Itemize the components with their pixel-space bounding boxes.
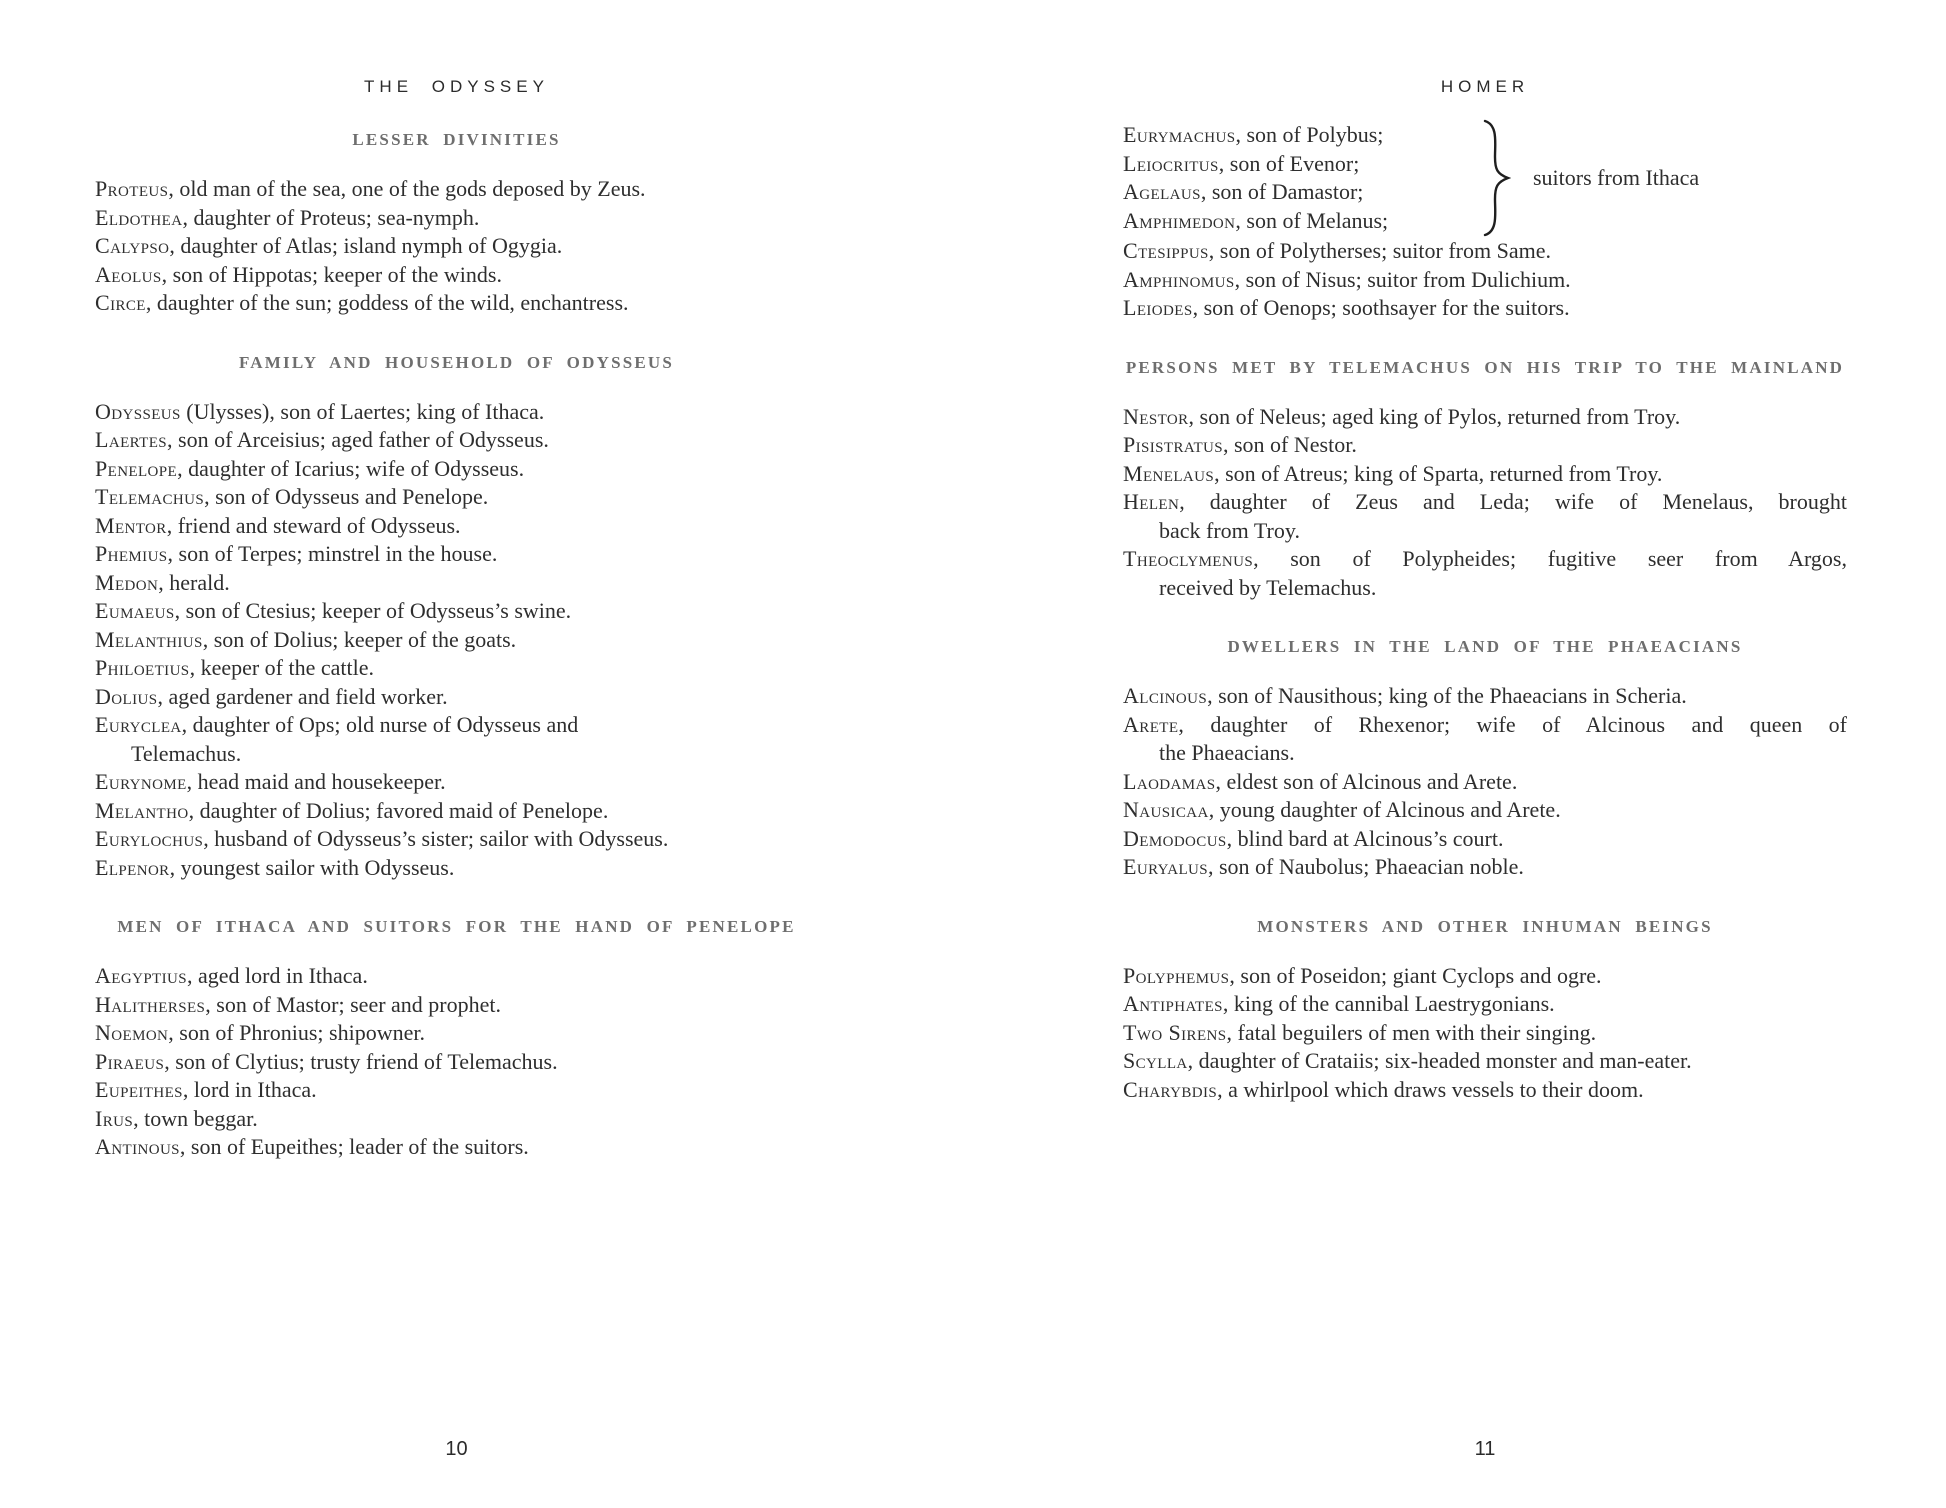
character-name: Halitherses xyxy=(95,991,206,1017)
character-description: , son of Oenops; soothsayer for the suitors. xyxy=(1192,295,1570,320)
character-entry xyxy=(1123,488,1847,545)
character-name: Menelaus xyxy=(1123,460,1215,486)
character-description: , daughter of Icarius; wife of Odysseus. xyxy=(177,455,525,481)
character-name: Eupeithes xyxy=(95,1077,183,1102)
character-entry xyxy=(95,1019,818,1048)
character-name: Eumaeus xyxy=(95,598,175,623)
character-description: , son of Evenor; xyxy=(1218,150,1360,176)
character-description: , daughter of Atlas; island nymph of Ogygia. xyxy=(169,233,563,258)
character-description: , son of Damastor; xyxy=(1200,179,1364,204)
character-name: Eurymachus xyxy=(1123,122,1236,147)
character-description: , son of Eupeithes; leader of the suitors. xyxy=(179,1134,529,1159)
character-description: , daughter of Zeus and Leda; wife of Menelaus, brought xyxy=(1179,489,1847,514)
character-name: Melantho xyxy=(95,797,189,823)
character-entry xyxy=(95,512,818,541)
section-heading: DWELLERS IN THE LAND OF THE PHAEACIANS xyxy=(1227,637,1743,656)
character-entry xyxy=(95,854,818,883)
character-entry xyxy=(95,483,818,512)
character-name: Amphimedon xyxy=(1123,207,1236,233)
character-description: , young daughter of Alcinous and Arete. xyxy=(1208,797,1561,822)
section-heading: LESSER DIVINITIES xyxy=(352,130,561,149)
character-entry xyxy=(95,232,818,261)
character-entry xyxy=(95,626,818,655)
character-name: Noemon xyxy=(95,1020,169,1045)
suitors-brace-entries xyxy=(1123,121,1475,235)
character-entry xyxy=(1123,403,1847,432)
character-entry xyxy=(1123,460,1847,489)
character-name: Arete xyxy=(1123,711,1179,737)
character-name: Ctesippus xyxy=(1123,238,1209,263)
book-page-left xyxy=(95,0,818,1508)
section-entries xyxy=(1123,403,1847,603)
character-description: , son of Polytherses; suitor from Same. xyxy=(1208,238,1551,263)
character-name: Elpenor xyxy=(95,854,170,880)
character-entry xyxy=(1123,121,1475,150)
character-entry xyxy=(1123,796,1847,825)
character-entry xyxy=(95,261,818,290)
character-name: Euryalus xyxy=(1123,854,1208,879)
section-heading: PERSONS MET BY TELEMACHUS ON HIS TRIP TO THE MAINLAND xyxy=(1125,357,1845,377)
character-description: , friend and steward of Odysseus. xyxy=(166,512,461,538)
character-entry xyxy=(1123,1047,1847,1076)
character-entry xyxy=(95,455,818,484)
page-number: 11 xyxy=(1474,1438,1496,1460)
character-entry xyxy=(1123,853,1847,882)
character-entry xyxy=(1123,431,1847,460)
character-name: Scylla xyxy=(1123,1048,1188,1073)
character-entry xyxy=(1123,1019,1847,1048)
character-description: , son of Nausithous; king of the Phaeacians in Scheria. xyxy=(1207,683,1687,708)
character-description-continued: back from Troy. xyxy=(1159,517,1300,543)
character-description: , son of Melanus; xyxy=(1235,207,1389,233)
character-name: Eldothea xyxy=(95,204,183,230)
character-description: , husband of Odysseus’s sister; sailor with Odysseus. xyxy=(203,826,669,851)
character-description: , king of the cannibal Laestrygonians. xyxy=(1222,991,1555,1016)
character-entry xyxy=(95,204,818,233)
character-name: Medon xyxy=(95,569,159,595)
character-name: Amphinomus xyxy=(1123,266,1235,292)
suitors-after-group xyxy=(1123,237,1847,323)
character-entry xyxy=(1123,207,1475,236)
character-description: , old man of the sea, one of the gods deposed by Zeus. xyxy=(168,176,646,201)
character-name: Two Sirens xyxy=(1123,1019,1227,1045)
character-entry xyxy=(1123,150,1475,179)
character-description: , son of Phronius; shipowner. xyxy=(168,1020,425,1045)
character-description: , town beggar. xyxy=(133,1105,258,1131)
character-entry xyxy=(95,991,818,1020)
section-heading: MONSTERS AND OTHER INHUMAN BEINGS xyxy=(1257,916,1713,936)
character-name: Odysseus xyxy=(95,398,181,424)
character-entry xyxy=(95,654,818,683)
character-name: Irus xyxy=(95,1105,134,1131)
character-description: , son of Polypheides; fugitive seer from Argos, xyxy=(1253,546,1847,571)
character-name: Leiodes xyxy=(1123,295,1193,320)
running-head: HOMER xyxy=(1440,77,1530,96)
character-name: Laodamas xyxy=(1123,768,1216,794)
character-description: , a whirlpool which draws vessels to their doom. xyxy=(1217,1076,1644,1102)
character-name: Dolius xyxy=(95,683,158,709)
character-name: Calypso xyxy=(95,233,170,258)
character-name: Telemachus xyxy=(95,484,205,509)
character-entry xyxy=(1123,990,1847,1019)
character-name: Nestor xyxy=(1123,403,1189,429)
character-entry xyxy=(95,398,818,427)
character-description: , son of Dolius; keeper of the goats. xyxy=(202,626,517,652)
character-name: Melanthius xyxy=(95,626,203,652)
character-entry xyxy=(95,1048,818,1077)
character-entry xyxy=(1123,825,1847,854)
character-entry xyxy=(95,1133,818,1162)
page-right-sections xyxy=(1123,359,1847,1105)
character-name: Pisistratus xyxy=(1123,432,1223,457)
character-description: , son of Arceisius; aged father of Odysseus. xyxy=(167,427,549,452)
section-entries xyxy=(95,175,818,318)
character-description: , son of Ctesius; keeper of Odysseus’s swine. xyxy=(174,598,572,623)
page-number: 10 xyxy=(445,1438,468,1460)
running-head: THE ODYSSEY xyxy=(364,77,549,96)
character-description: , son of Polybus; xyxy=(1235,122,1384,147)
character-description: (Ulysses), son of Laertes; king of Ithaca. xyxy=(180,398,545,424)
character-name: Piraeus xyxy=(95,1048,165,1074)
character-entry xyxy=(95,426,818,455)
brace-icon xyxy=(1481,119,1511,237)
character-entry xyxy=(1123,237,1847,266)
character-entry xyxy=(95,569,818,598)
character-description: , daughter of Proteus; sea-nymph. xyxy=(182,204,480,230)
character-entry xyxy=(1123,682,1847,711)
character-name: Antiphates xyxy=(1123,991,1223,1016)
character-description-continued: Telemachus. xyxy=(131,740,242,766)
character-description: , fatal beguilers of men with their singing. xyxy=(1226,1019,1597,1045)
character-name: Eurylochus xyxy=(95,826,204,851)
section-entries xyxy=(1123,682,1847,882)
character-description: , son of Nisus; suitor from Dulichium. xyxy=(1234,266,1571,292)
character-name: Penelope xyxy=(95,455,178,481)
suitors-brace-group xyxy=(1123,119,1847,237)
character-name: Aeolus xyxy=(95,261,162,287)
character-entry xyxy=(95,797,818,826)
brace-label: suitors from Ithaca xyxy=(1533,164,1700,190)
character-description: , son of Mastor; seer and prophet. xyxy=(205,991,502,1017)
character-name: Aegyptius xyxy=(95,963,187,988)
section-entries xyxy=(95,398,818,883)
character-name: Helen xyxy=(1123,489,1180,514)
character-description: , aged gardener and field worker. xyxy=(157,683,448,709)
character-entry xyxy=(95,597,818,626)
character-description: , daughter of Rhexenor; wife of Alcinous and queen of xyxy=(1178,711,1847,737)
section-entries xyxy=(95,962,818,1162)
character-entry xyxy=(1123,266,1847,295)
section-heading: FAMILY AND HOUSEHOLD OF ODYSSEUS xyxy=(238,352,675,372)
character-name: Antinous xyxy=(95,1134,180,1159)
character-entry xyxy=(95,540,818,569)
character-description: , son of Clytius; trusty friend of Telemachus. xyxy=(164,1048,558,1074)
character-description: , lord in Ithaca. xyxy=(182,1077,317,1102)
character-name: Nausicaa xyxy=(1123,797,1209,822)
character-entry xyxy=(95,289,818,318)
character-description: , herald. xyxy=(158,569,230,595)
character-name: Eurynome xyxy=(95,769,187,794)
character-description: , son of Odysseus and Penelope. xyxy=(204,484,489,509)
character-description: , son of Poseidon; giant Cyclops and ogre. xyxy=(1229,962,1602,988)
character-name: Circe xyxy=(95,290,146,315)
character-description: , keeper of the cattle. xyxy=(189,655,375,680)
character-name: Leiocritus xyxy=(1123,150,1219,176)
character-name: Demodocus xyxy=(1123,825,1227,851)
character-name: Proteus xyxy=(95,176,169,201)
character-description: , son of Hippotas; keeper of the winds. xyxy=(161,261,502,287)
character-description-continued: received by Telemachus. xyxy=(1159,574,1377,600)
character-description: , son of Atreus; king of Sparta, returned from Troy. xyxy=(1214,460,1663,486)
character-description: , son of Terpes; minstrel in the house. xyxy=(167,541,498,566)
character-description: , son of Nestor. xyxy=(1223,432,1357,457)
character-description-continued: the Phaeacians. xyxy=(1159,740,1295,765)
book-page-right xyxy=(1123,0,1847,1508)
character-entry xyxy=(95,768,818,797)
character-entry xyxy=(95,175,818,204)
character-name: Mentor xyxy=(95,512,167,538)
character-entry xyxy=(95,1076,818,1105)
character-name: Alcinous xyxy=(1123,683,1208,708)
character-entry xyxy=(95,711,818,768)
character-description: , youngest sailor with Odysseus. xyxy=(169,854,455,880)
character-name: Polyphemus xyxy=(1123,962,1230,988)
character-entry xyxy=(1123,294,1847,323)
character-description: , daughter of Crataiis; six-headed monster and man-eater. xyxy=(1187,1048,1692,1073)
character-entry xyxy=(95,1105,818,1134)
section-heading: MEN OF ITHACA AND SUITORS FOR THE HAND OF PENELOPE xyxy=(117,917,796,936)
character-description: , head maid and housekeeper. xyxy=(186,769,446,794)
character-description: , blind bard at Alcinous’s court. xyxy=(1226,825,1504,851)
character-description: , eldest son of Alcinous and Arete. xyxy=(1215,768,1518,794)
character-entry xyxy=(95,962,818,991)
character-entry xyxy=(1123,178,1475,207)
character-entry xyxy=(1123,711,1847,768)
character-name: Philoetius xyxy=(95,655,190,680)
section-entries xyxy=(1123,962,1847,1105)
character-name: Agelaus xyxy=(1123,179,1201,204)
character-description: , son of Neleus; aged king of Pylos, returned from Troy. xyxy=(1188,403,1681,429)
page-left-sections xyxy=(95,131,818,1162)
character-description: , daughter of Dolius; favored maid of Penelope. xyxy=(188,797,609,823)
character-name: Euryclea xyxy=(95,712,182,737)
character-description: , aged lord in Ithaca. xyxy=(187,963,368,988)
character-entry xyxy=(1123,768,1847,797)
character-description: , daughter of the sun; goddess of the wild, enchantress. xyxy=(145,290,629,315)
character-entry xyxy=(1123,1076,1847,1105)
character-name: Phemius xyxy=(95,541,168,566)
character-name: Laertes xyxy=(95,427,168,452)
character-description: , son of Naubolus; Phaeacian noble. xyxy=(1208,854,1524,879)
character-name: Charybdis xyxy=(1123,1076,1218,1102)
character-entry xyxy=(1123,545,1847,602)
character-entry xyxy=(1123,962,1847,991)
character-entry xyxy=(95,825,818,854)
character-name: Theoclymenus xyxy=(1123,546,1254,571)
character-description: , daughter of Ops; old nurse of Odysseus and xyxy=(181,712,579,737)
character-entry xyxy=(95,683,818,712)
